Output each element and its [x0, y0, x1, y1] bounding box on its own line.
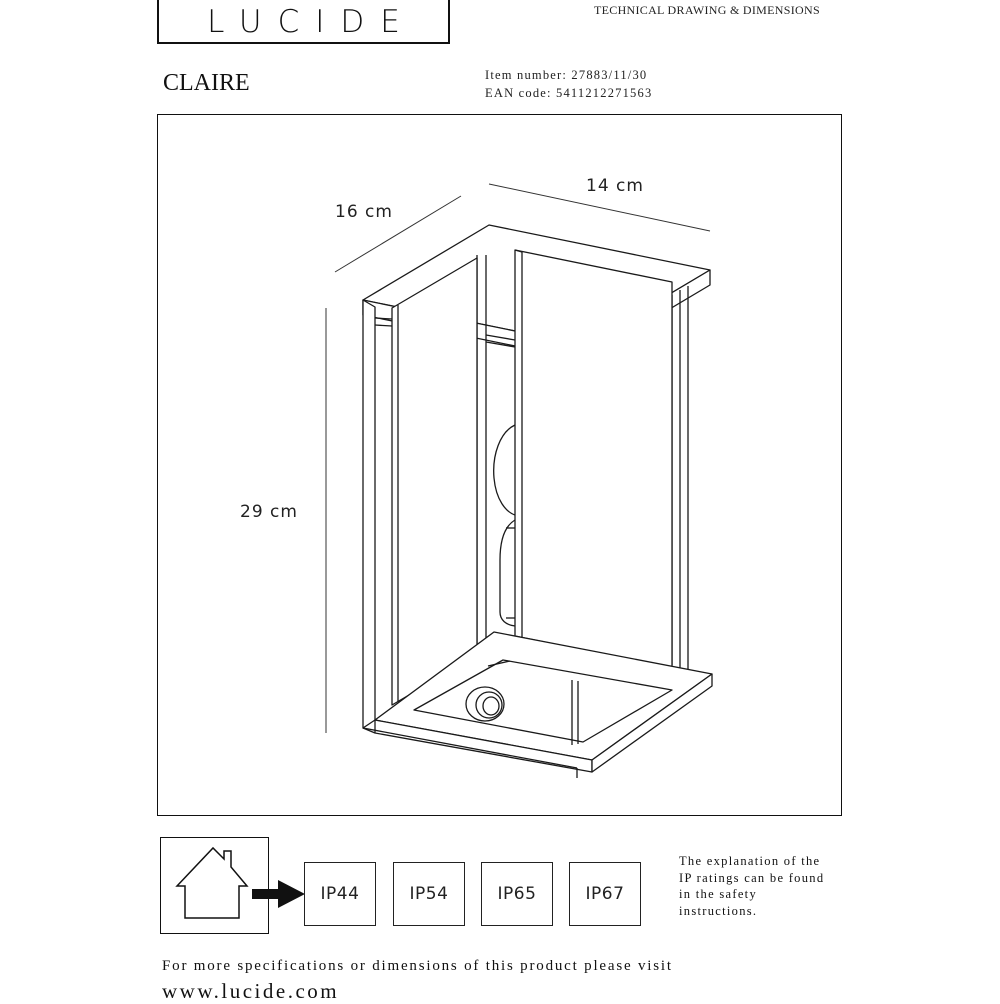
height-dimension-label: 29 cm	[240, 502, 298, 522]
sheet-title: TECHNICAL DRAWING & DIMENSIONS	[594, 3, 820, 17]
ip-rating-ip54: IP54	[393, 862, 465, 926]
width-dimension-label: 14 cm	[586, 176, 644, 196]
ip-rating-ip65: IP65	[481, 862, 553, 926]
product-name: CLAIRE	[163, 70, 250, 96]
footer-text: For more specifications or dimensions of this product please visit	[162, 958, 673, 974]
ip-note-line: The explanation of the	[679, 854, 821, 868]
lamp-front-panel	[515, 250, 672, 668]
ip-note-line: in the safety	[679, 887, 757, 901]
ip-rating-ip67: IP67	[569, 862, 641, 926]
lamp-front-post	[363, 300, 392, 728]
ip-note-line: instructions.	[679, 903, 758, 918]
item-number: Item number: 27883/11/30	[485, 68, 648, 82]
ean-code: EAN code: 5411212271563	[485, 86, 653, 100]
bulb-icon	[494, 425, 515, 626]
depth-dimension-label: 16 cm	[335, 202, 393, 222]
arrow-right-icon	[250, 874, 310, 914]
brand-logo-text: LUCIDE	[207, 4, 416, 40]
ip-explanation-note	[679, 853, 839, 919]
ip-rating-ip44: IP44	[304, 862, 376, 926]
footer-url-link[interactable]: www.lucide.com	[162, 979, 340, 1003]
ip-note-line: IP ratings can be found	[679, 870, 825, 885]
lamp-side-panel	[392, 258, 477, 705]
cable-gland-icon	[466, 687, 504, 721]
